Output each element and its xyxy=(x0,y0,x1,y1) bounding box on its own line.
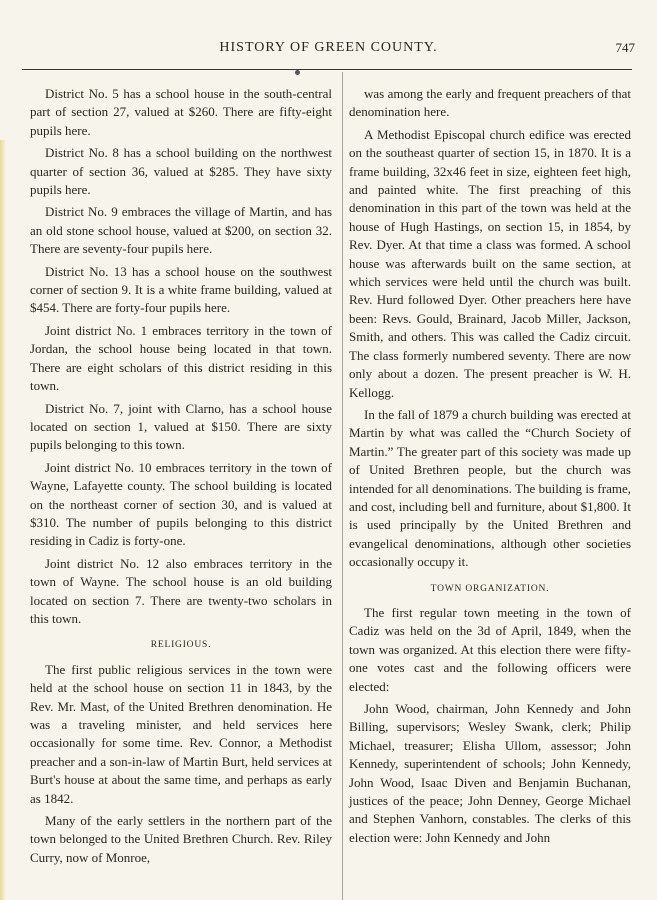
paragraph: District No. 8 has a school building on the northwest quarter of section 36, valued at $285. They have sixty pupils here. xyxy=(30,145,332,198)
section-heading-religious: RELIGIOUS. xyxy=(150,640,212,651)
paragraph: Many of the early settlers in the northern part of the town belonged to the United Brethren Church. Rev. Riley Curry, now of Monroe, xyxy=(30,813,332,865)
paragraph: District No. 7, joint with Clarno, has a school house located on section 1, valued at $150. There are sixty pupils belonging to this town. xyxy=(30,400,332,453)
page-number: 747 xyxy=(615,40,635,55)
left-column xyxy=(30,85,332,871)
paragraph: District No. 5 has a school house in the south-central part of section 27, valued at $260. There are fifty-eight pupils here. xyxy=(30,86,332,138)
paragraph: District No. 9 embraces the village of Martin, and has an old stone school house, valued at $200, on section 32. There are seventy-four pupils here. xyxy=(30,204,332,257)
paragraph: was among the early and frequent preachers of that denomination here. xyxy=(349,86,631,120)
running-title: HISTORY OF GREEN COUNTY. xyxy=(219,40,438,55)
section-heading-town-organization: TOWN ORGANIZATION. xyxy=(430,583,550,594)
right-column xyxy=(349,85,631,847)
paragraph: District No. 13 has a school house on the southwest corner of section 9. It is a white frame building, valued at $454. There are forty-four pupils here. xyxy=(30,263,332,316)
paragraph: John Wood, chairman, John Kennedy and John Billing, supervisors; Wesley Swank, clerk; Philip Michael, treasurer; Elisha Ullom, assessor; John Kennedy, superintendent of schools; John Kennedy, John Wood, Isaac Diven and Benjamin Buchanan, justices of the peace; John Denney, George Michael and Stephen Vanhorn, constables. The clerks of this election were: John Kennedy and John xyxy=(349,701,631,845)
paragraph: A Methodist Episcopal church edifice was erected on the southeast quarter of section 15, in 1870. It is a frame building, 32x46 feet in size, eighteen feet high, and painted white. The first preaching of this denomination in this part of the town was held at the house of Hugh Hastings, on section 15, in 1854, by Rev. Dyer. At that time a class was formed. A school house was afterwards built on the same section, at which services were held until the church was built. Rev. Hurd followed Dyer. Other preachers here have been: Revs. Gould, Brainard, Jacob Miller, Jackson, Smith, and others. This was called the Cadiz circuit. The class formerly numbered seventy. There are now only about a dozen. The present preacher is W. H. Kellogg. xyxy=(349,126,631,400)
column-divider xyxy=(342,72,343,900)
paragraph: Joint district No. 10 embraces territory in the town of Wayne, Lafayette county. The school building is located on the northeast corner of section 30, and is valued at $310. The number of pupils belonging to this district residing in Cadiz is forty-one. xyxy=(30,459,332,549)
paragraph: Joint district No. 1 embraces territory in the town of Jordan, the school house being located in that town. There are eight scholars of this district residing in this town. xyxy=(30,322,332,394)
ornament-dot xyxy=(295,70,300,75)
paragraph: In the fall of 1879 a church building was erected at Martin by what was called the “Church Society of Martin.” The greater part of this society was made up of United Brethren people, but the church was intended for all denominations. The building is frame, and cost, including bell and furniture, about $1,800. It is used principally by the United Brethren and evangelical denominations, although other societies occasionally occupy it. xyxy=(349,406,631,570)
paragraph: The first public religious services in the town were held at the school house on section 11 in 1843, by the Rev. Mr. Mast, of the United Brethren denomination. He was a traveling minister, and held services here occasionally for some time. Rev. Connor, a Methodist preacher and a son-in-law of Martin Burt, held services at Burt's house at about the same time, and perhaps as early as 1842. xyxy=(30,661,332,806)
paragraph: The first regular town meeting in the town of Cadiz was held on the 3d of April, 1849, when the town was organized. At this election there were fifty-one votes cast and the following officers were elected: xyxy=(349,604,631,694)
header-rule xyxy=(22,69,632,70)
paragraph: Joint district No. 12 also embraces territory in the town of Wayne. The school house is an old building located on section 7. There are twenty-two scholars in this town. xyxy=(30,555,332,626)
page-edge-stain xyxy=(0,140,6,900)
